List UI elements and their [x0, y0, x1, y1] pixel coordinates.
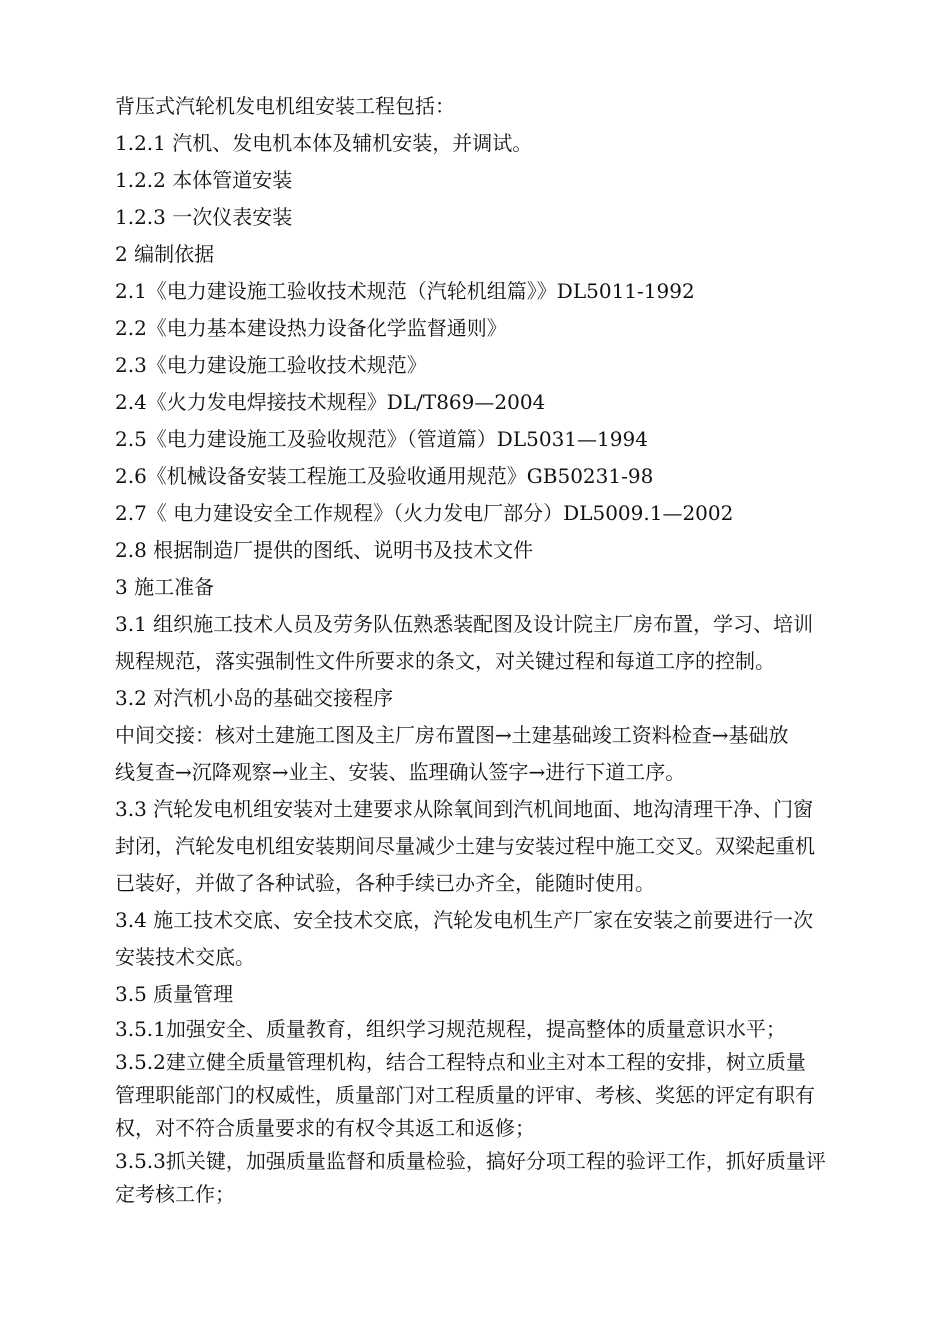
document-body [115, 88, 885, 1211]
paragraph-3-3 [115, 791, 885, 902]
paragraph-line: 定考核工作； [115, 1182, 235, 1206]
reference-item: 2.2《电力基本建设热力设备化学监督通则》 [115, 316, 507, 340]
paragraph-line: 权，对不符合质量要求的有权令其返工和返修； [115, 1116, 535, 1140]
section-heading: 2 编制依据 [115, 242, 215, 266]
reference-item: 2.7《 电力建设安全工作规程》（火力发电厂部分）DL5009.1—2002 [115, 501, 734, 525]
paragraph-3-5-3 [115, 1145, 885, 1211]
paragraph-3-1 [115, 606, 885, 680]
paragraph-3-5-2 [115, 1046, 885, 1145]
paragraph-3-5-1: 3.5.1加强安全、质量教育，组织学习规范规程，提高整体的质量意识水平； [115, 1017, 786, 1041]
paragraph-line: 3.1 组织施工技术人员及劳务队伍熟悉装配图及设计院主厂房布置，学习、培训 [115, 612, 814, 636]
subsection-heading: 3.2 对汽机小岛的基础交接程序 [115, 686, 394, 710]
scope-item: 1.2.2 本体管道安装 [115, 168, 293, 192]
paragraph-line: 3.3 汽轮发电机组安装对土建要求从除氧间到汽机间地面、地沟清理干净、门窗 [115, 797, 814, 821]
scope-item: 1.2.3 一次仪表安装 [115, 205, 293, 229]
paragraph-line: 已装好，并做了各种试验，各种手续已办齐全，能随时使用。 [115, 871, 655, 895]
paragraph-line: 3.5.3抓关键，加强质量监督和质量检验，搞好分项工程的验评工作，抓好质量评 [115, 1149, 826, 1173]
scope-item: 1.2.1 汽机、发电机本体及辅机安装，并调试。 [115, 131, 533, 155]
paragraph-line: 封闭，汽轮发电机组安装期间尽量减少土建与安装过程中施工交叉。双梁起重机 [115, 834, 815, 858]
reference-item: 2.4《火力发电焊接技术规程》DL/T869—2004 [115, 390, 546, 414]
section-heading: 3 施工准备 [115, 575, 215, 599]
reference-item: 2.5《电力建设施工及验收规范》（管道篇）DL5031—1994 [115, 427, 648, 451]
paragraph-line: 线复查→沉降观察→业主、安装、监理确认签字→进行下道工序。 [115, 760, 686, 784]
paragraph-line: 安装技术交底。 [115, 945, 255, 969]
paragraph-line: 规程规范，落实强制性文件所要求的条文，对关键过程和每道工序的控制。 [115, 649, 775, 673]
paragraph-line: 中间交接：核对土建施工图及主厂房布置图→土建基础竣工资料检查→基础放 [115, 723, 789, 747]
reference-item: 2.3《电力建设施工验收技术规范》 [115, 353, 427, 377]
paragraph-3-2 [115, 717, 885, 791]
reference-item: 2.8 根据制造厂提供的图纸、说明书及技术文件 [115, 538, 534, 562]
paragraph-line: 3.5.2建立健全质量管理机构，结合工程特点和业主对本工程的安排，树立质量 [115, 1050, 806, 1074]
paragraph-line: 管理职能部门的权威性，质量部门对工程质量的评审、考核、奖惩的评定有职有 [115, 1083, 815, 1107]
reference-item: 2.6《机械设备安装工程施工及验收通用规范》GB50231-98 [115, 464, 654, 488]
intro-line: 背压式汽轮机发电机组安装工程包括： [115, 94, 455, 118]
reference-item: 2.1《电力建设施工验收技术规范（汽轮机组篇》》DL5011-1992 [115, 279, 695, 303]
subsection-heading: 3.5 质量管理 [115, 982, 234, 1006]
paragraph-3-4 [115, 902, 885, 976]
paragraph-line: 3.4 施工技术交底、安全技术交底，汽轮发电机生产厂家在安装之前要进行一次 [115, 908, 814, 932]
